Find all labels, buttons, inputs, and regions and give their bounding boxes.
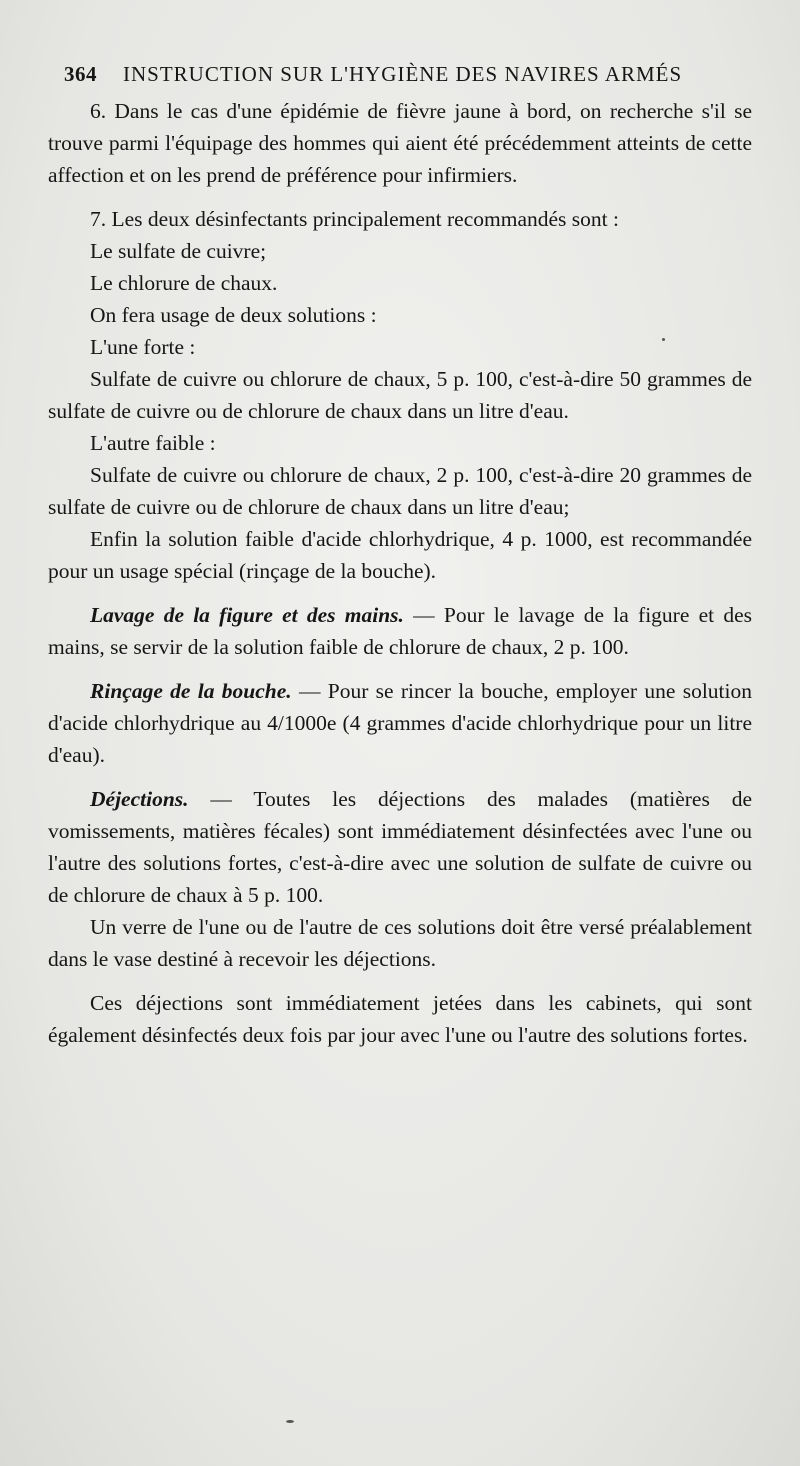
- print-speck: [286, 1420, 294, 1423]
- paragraph-7-disinfectants: 7. Les deux désinfectants principalement recommandés sont :: [90, 207, 619, 231]
- paragraph-two-solutions: On fera usage de deux solutions :: [90, 303, 377, 327]
- section-text-mouth-rinse: — Pour se rincer la bouche, employer une solution d'acide chlorhydrique au 4/1000e (4 grammes d'acide chlorhydrique pour un litre d'eau).: [48, 679, 753, 767]
- section-text-dejections: — Toutes les déjections des malades (matières de vomissements, matières fécales) sont immédiatement désinfectées avec l'une ou l'autre des solutions fortes, c'est-à-dire avec une solution de sulfate de cuivre ou de chlorure de chaux à 5 p. 100.: [48, 787, 752, 907]
- print-speck: [662, 338, 665, 341]
- paragraph-cabinets: Ces déjections sont immédiatement jetées dans les cabinets, qui sont également désinfectés deux fois par jour avec l'une ou l'autre des solutions fortes.: [48, 991, 752, 1047]
- section-mouth-rinse: [48, 675, 752, 771]
- section-heading-dejections: Déjections.: [90, 787, 189, 811]
- section-face-hands: [48, 599, 752, 663]
- paragraph-6-yellow-fever: 6. Dans le cas d'une épidémie de fièvre jaune à bord, on recherche s'il se trouve parmi l'équipage des hommes qui aient été précédemment atteints de cette affection et on les prend de préférence pour infirmiers.: [48, 99, 752, 187]
- running-head: [48, 62, 752, 87]
- section-heading-mouth-rinse: Rinçage de la bouche.: [90, 679, 292, 703]
- paragraph-strong-solution: Sulfate de cuivre ou chlorure de chaux, 5 p. 100, c'est-à-dire 50 grammes de sulfate de cuivre ou de chlorure de chaux dans un litre d'eau.: [48, 367, 752, 423]
- section-dejections: [48, 783, 752, 911]
- body-text: [48, 95, 752, 1051]
- section-text-face-hands: — Pour le lavage de la figure et des mains, se servir de la solution faible de chlorure de chaux, 2 p. 100.: [48, 603, 753, 659]
- paragraph-glass-of-solution: Un verre de l'une ou de l'autre de ces solutions doit être versé préalablement dans le vase destiné à recevoir les déjections.: [48, 915, 752, 971]
- paragraph-strong-solution-label: L'une forte :: [90, 335, 196, 359]
- paragraph-hydrochloric-acid: Enfin la solution faible d'acide chlorhydrique, 4 p. 1000, est recommandée pour un usage spécial (rinçage de la bouche).: [48, 527, 752, 583]
- paragraph-weak-solution: Sulfate de cuivre ou chlorure de chaux, 2 p. 100, c'est-à-dire 20 grammes de sulfate de cuivre ou de chlorure de chaux dans un litre d'eau;: [48, 463, 752, 519]
- paragraph-weak-solution-label: L'autre faible :: [90, 431, 216, 455]
- page-number: 364: [64, 62, 97, 86]
- section-heading-face-hands: Lavage de la figure et des mains.: [90, 603, 404, 627]
- list-item-chloride-of-lime: Le chlorure de chaux.: [90, 271, 278, 295]
- running-title: INSTRUCTION SUR L'HYGIÈNE DES NAVIRES ARMÉS: [123, 62, 683, 86]
- list-item-copper-sulfate: Le sulfate de cuivre;: [90, 239, 267, 263]
